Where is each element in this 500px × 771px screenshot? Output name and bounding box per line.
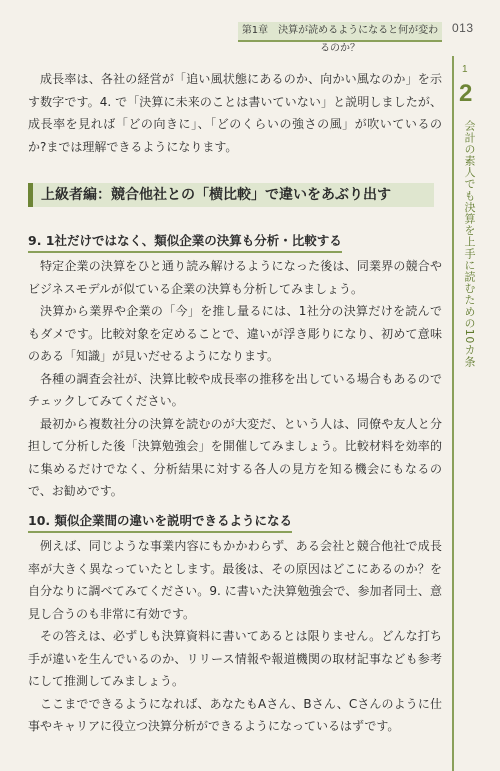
- main-content: [28, 68, 442, 158]
- paragraph: 例えば、同じような事業内容にもかかわらず、ある会社と競合他社で成長率が大きく異なっていたとします。最後は、その原因はどこにあるのか？を自分なりに調べてみてください。9. に書いた決算勉強会で、参加者同士、意見し合うのも非常に有効です。: [28, 539, 442, 621]
- page-header: [0, 0, 500, 54]
- subsection-10-heading: 10. 類似企業間の違いを説明できるようになる: [28, 511, 292, 533]
- intro-paragraph: 成長率は、各社の経営が「追い風状態にあるのか、向かい風なのか」を示す数字です。4. で「決算に未来のことは書いていない」と説明しましたが、成長率を見れば「どの向きに」、「どのくらいの強さの風」が吹いているのか?までは理解できるようになります。: [28, 72, 442, 154]
- paragraph: 決算から業界や企業の「今」を推し量るには、1社分の決算だけを読んでもダメです。比較対象を定めることで、違いが浮き彫りになり、初めて意味のある「知識」が見いだせるようになります。: [28, 304, 442, 363]
- sidebar-section-number: 2: [459, 80, 473, 107]
- chapter-title: 第1章 決算が読めるようになると何が変わるのか？: [238, 22, 442, 42]
- subsection-9: [28, 230, 442, 503]
- sidebar-vertical-title: 会計の素人でも決算を上手に読むための10カ条: [463, 120, 476, 368]
- section-heading-wrap: [28, 183, 442, 207]
- section-heading: 上級者編：競合他社との「横比較」で違いをあぶり出す: [28, 183, 434, 207]
- page-number: 013: [452, 21, 474, 35]
- paragraph: ここまでできるようになれば、あなたもAさん、Bさん、Cさんのように仕事やキャリアに役立つ決算分析ができるようになっているはずです。: [28, 696, 442, 733]
- subsection-9-heading: 9. 1社だけではなく、類似企業の決算も分析・比較する: [28, 231, 342, 253]
- subsection-10: [28, 510, 442, 738]
- chapter-sidebar: [452, 56, 484, 771]
- paragraph: 特定企業の決算をひと通り読み解けるようになった後は、同業界の競合やビジネスモデルが似ている企業の決算も分析してみましょう。: [28, 259, 442, 296]
- paragraph: その答えは、必ずしも決算資料に書いてあるとは限りません。どんな打ち手が違いを生んでいるのか、リリース情報や報道機関の取材記事なども参考にして推測してみましょう。: [28, 629, 442, 688]
- sidebar-chapter-number: 1: [462, 64, 468, 75]
- paragraph: 各種の調査会社が、決算比較や成長率の推移を出している場合もあるのでチェックしてみてください。: [28, 371, 442, 408]
- paragraph: 最初から複数社分の決算を読むのが大変だ、という人は、同僚や友人と分担して分析した後「決算勉強会」を開催してみましょう。比較材料を効率的に集めるだけでなく、分析結果に対する各人の見方を知る機会にもなるので、お勧めです。: [28, 416, 442, 498]
